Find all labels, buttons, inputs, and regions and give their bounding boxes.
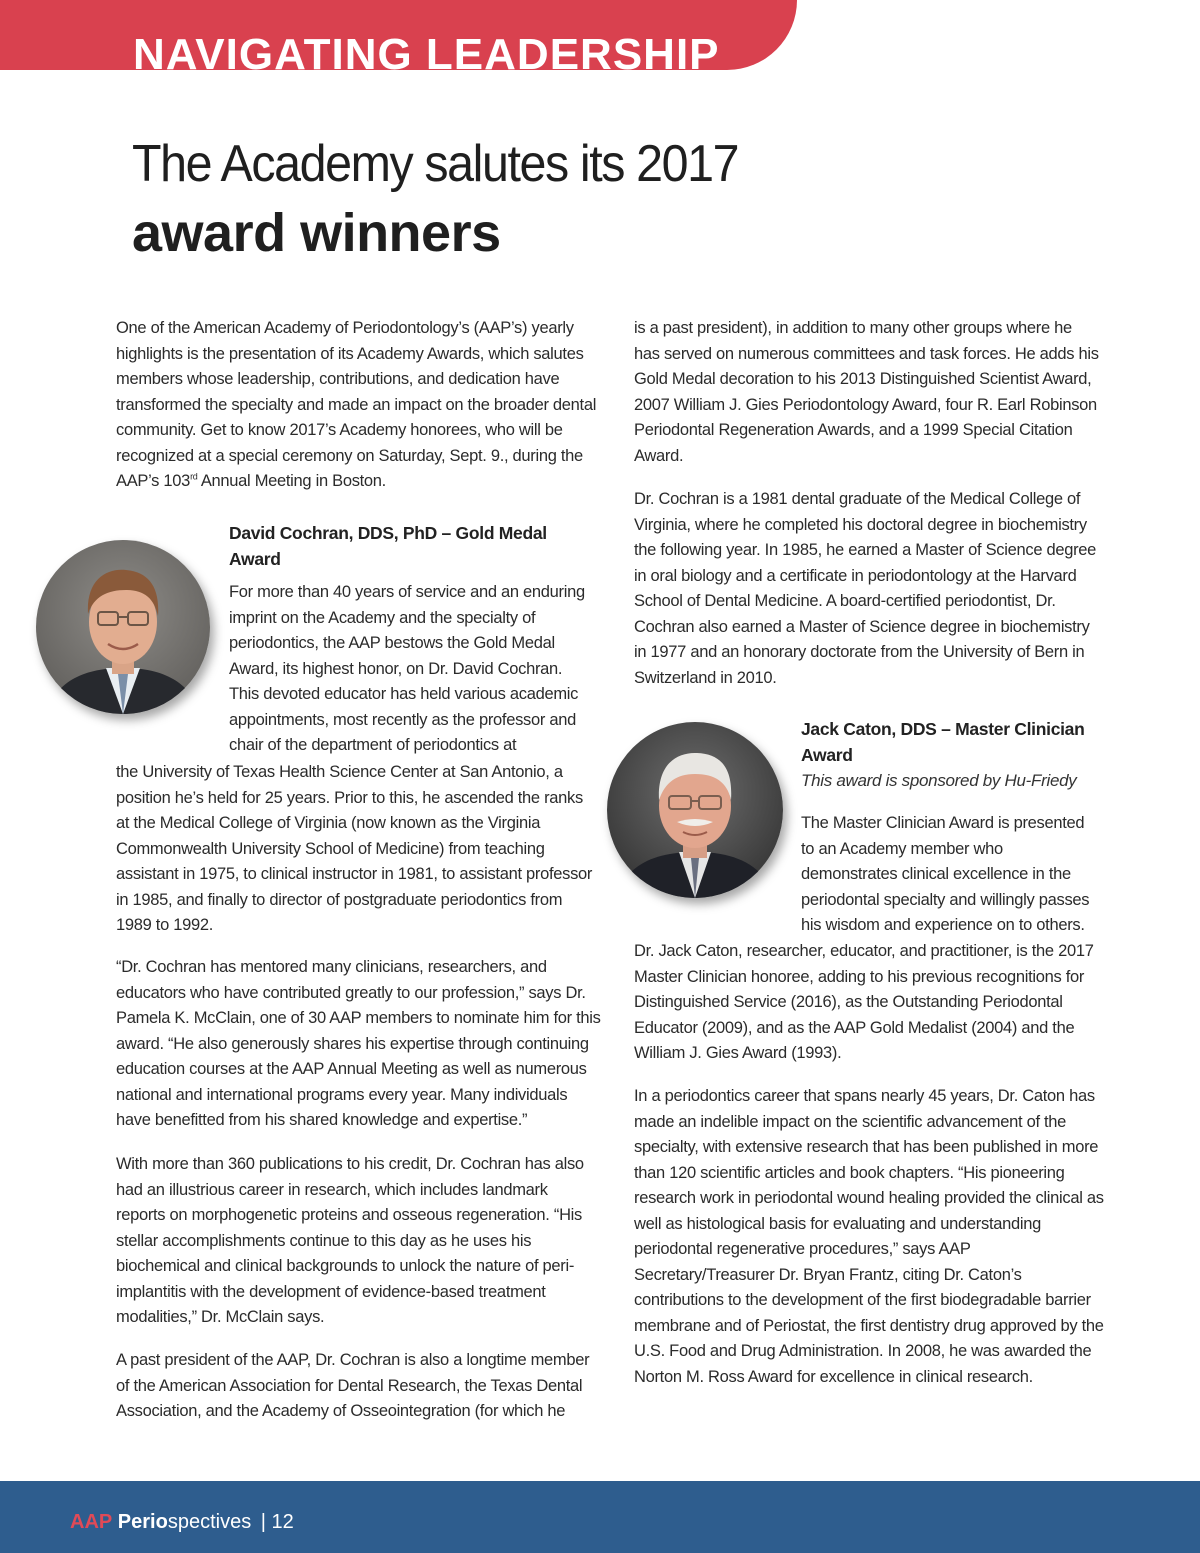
intro-paragraph: [116, 316, 598, 495]
cochran-p2: “Dr. Cochran has mentored many clinicians, researchers, and educators who have contributed greatly to our profession,” says Dr. Pamela K. McClain, one of 30 AAP members to nominate him for this award. “He also generously shares his expertise through continuing education courses at the AAP Annual Meeting as well as numerous national and international programs every year. Many individuals have benefitted from his shared knowledge and expertise.”: [116, 958, 601, 1129]
section-banner: [0, 0, 797, 70]
caton-portrait-image: [607, 722, 783, 898]
cochran-p1-wrap: For more than 40 years of service and an enduring imprint on the Academy and the specialty of periodontics, the AAP bestows the Gold Medal Award, its highest honor, on Dr. David Cochran. This devoted educator has held various academic appointments, most recently as the professor and chair of the department of periodontics at: [229, 583, 585, 754]
caton-p2: In a periodontics career that spans nearly 45 years, Dr. Caton has made an indelible impact on the scientific advancement of the specialty, with extensive research that has been published in more than 120 scientific articles and book chapters. “His pioneering research work in periodontal wound healing provided the clinical as well as histological basis for evaluating and understanding periodontal regenerative procedures,” says AAP Secretary/Treasurer Dr. Bryan Frantz, citing Dr. Caton’s contributions to the development of the first biodegradable barrier membrane and of Periostat, the first dentistry drug approved by the U.S. Food and Drug Administration. In 2008, he was awarded the Norton M. Ross Award for excellence in clinical research.: [634, 1087, 1104, 1386]
cochran-heading: [229, 521, 589, 572]
footer-brand-rest: spectives: [167, 1511, 252, 1533]
footer-brand: [70, 1510, 294, 1534]
cochran-p5: is a past president), in addition to many other groups where he has served on numerous committees and task forces. He adds his Gold Medal decoration to his 2013 Distinguished Scientist Award, 2007 William J. Gies Periodontology Award, four R. Earl Robinson Periodontal Regeneration Awards, and a 1999 Special Citation Award.: [634, 319, 1099, 465]
cochran-portrait-image: [36, 540, 210, 714]
cochran-p4: A past president of the AAP, Dr. Cochran is also a longtime member of the American Association for Dental Research, the Texas Dental Association, and the Academy of Osseointegration (for which he: [116, 1351, 590, 1420]
caton-heading-line1: Jack Caton, DDS – Master Clinician: [801, 719, 1085, 739]
section-banner-label: NAVIGATING LEADERSHIP: [133, 30, 720, 70]
caton-photo: [607, 722, 783, 898]
intro-text: One of the American Academy of Periodontology’s (AAP’s) yearly highlights is the presentation of its Academy Awards, which salutes members whose leadership, contributions, and dedication have transformed the specialty and made an impact on the broader dental community. Get to know 2017’s Academy honorees, who will be recognized at a special ceremony on Saturday, Sept. 9., during the AAP’s 103: [116, 319, 597, 490]
intro-sup: rd: [190, 471, 198, 482]
page-number: 12: [271, 1511, 294, 1533]
headline-line2: award winners: [132, 203, 501, 263]
intro-tail: Annual Meeting in Boston.: [197, 472, 386, 490]
caton-heading: [801, 717, 1111, 768]
cochran-photo: [36, 540, 210, 714]
caton-p1-wrap: The Master Clinician Award is presented to an Academy member who demonstrates clinical excellence in the periodontal specialty and willingly passes his wisdom and experience on to others.: [801, 814, 1090, 934]
footer-brand-perio: Perio: [117, 1511, 168, 1533]
footer-brand-aap: AAP: [70, 1511, 113, 1533]
cochran-p1-full: the University of Texas Health Science Center at San Antonio, a position he’s held for 25 years. Prior to this, he ascended the ranks at the Medical College of Virginia (now known as the Virginia Commonwealth University School of Medicine) from teaching assistant in 1975, to clinical instructor in 1981, to assistant professor in 1985, and finally to director of postgraduate periodontics from 1989 to 1992.: [116, 763, 593, 934]
headline-line1: The Academy salutes its 2017: [132, 135, 739, 193]
cochran-heading-line2: Award: [229, 548, 281, 569]
cochran-p6: Dr. Cochran is a 1981 dental graduate of the Medical College of Virginia, where he completed his doctoral degree in biochemistry the following year. In 1985, he earned a Master of Science degree in oral biology and a certificate in periodontology at the Harvard School of Dental Medicine. A board-certified periodontist, Dr. Cochran also earned a Master of Science degree in biochemistry in 1977 and an honorary doctorate from the University of Bern in Switzerland in 2010.: [634, 490, 1097, 687]
caton-p1-full: Dr. Jack Caton, researcher, educator, and practitioner, is the 2017 Master Clinician honoree, adding to his previous recognitions for Distinguished Service (2016), as the Outstanding Periodontal Educator (2009), and as the AAP Gold Medalist (2004) and the William J. Gies Award (1993).: [634, 942, 1094, 1062]
cochran-heading-line1: David Cochran, DDS, PhD – Gold Medal: [229, 523, 547, 543]
caton-heading-line2: Award: [801, 744, 853, 765]
footer-separator: |: [260, 1511, 266, 1533]
cochran-p3: With more than 360 publications to his credit, Dr. Cochran has also had an illustrious career in research, which includes landmark reports on morphogenetic proteins and osseous regeneration. “His stellar accomplishments continue to this day as he uses his biochemical and clinical backgrounds to unlock the nature of peri-implantitis with the development of evidence-based treatment modalities,” Dr. McClain says.: [116, 1155, 584, 1326]
caton-sponsor: This award is sponsored by Hu-Friedy: [801, 771, 1077, 790]
